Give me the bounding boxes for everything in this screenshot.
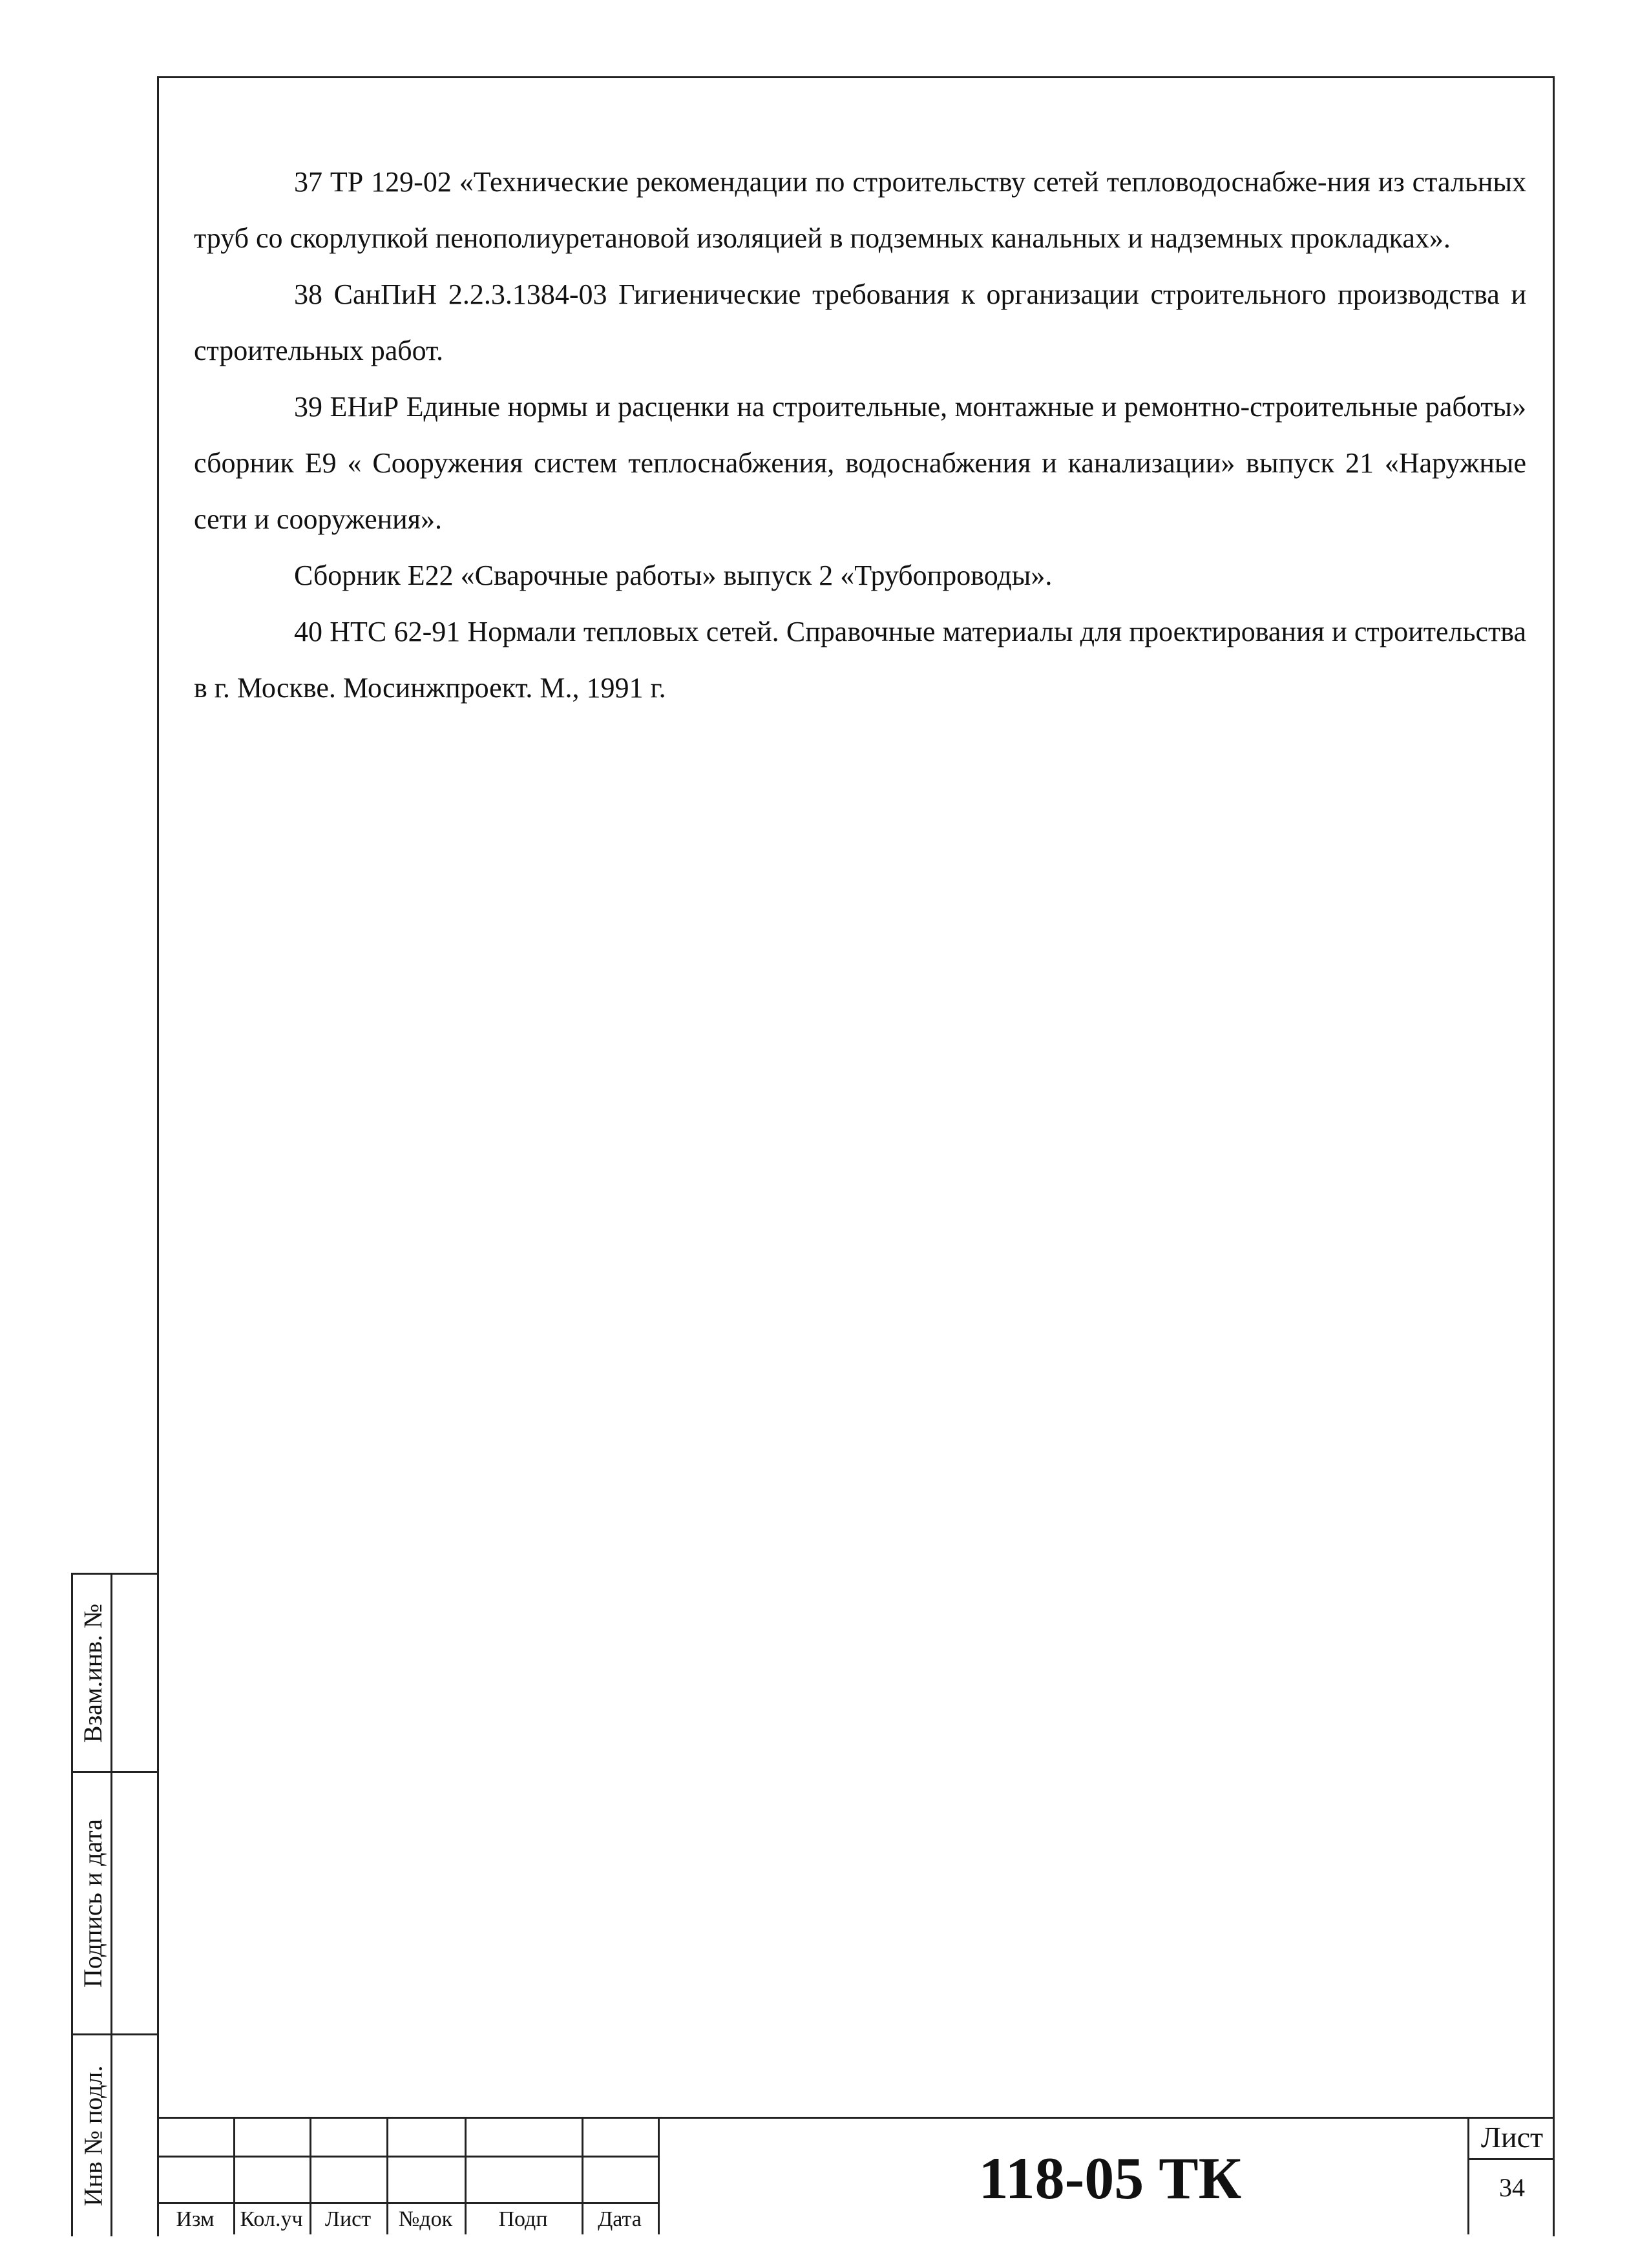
document-code: 118-05 ТК xyxy=(978,2145,1242,2211)
title-block xyxy=(157,2117,1553,2234)
revision-header: №док xyxy=(398,2207,453,2231)
sheet-number-box xyxy=(1467,2117,1555,2234)
revision-header: Лист xyxy=(324,2207,372,2231)
sheet-label: Лист xyxy=(1469,2117,1555,2160)
revision-header: Дата xyxy=(598,2207,642,2231)
reference-item: 37 ТР 129-02 «Технические рекомендации по строительству сетей тепловодоснабже-ния из стальных труб со скорлупкой пенополиуретановой изоляцией в подземных канальных и надземных прокладках». xyxy=(194,166,1526,254)
side-stamp-sign-date: Подпись и дата xyxy=(78,1818,108,1988)
revision-header: Изм xyxy=(176,2207,215,2231)
revision-table xyxy=(157,2117,658,2234)
revision-header: Подп xyxy=(498,2207,548,2231)
reference-item: Сборник Е22 «Сварочные работы» выпуск 2 «Трубопроводы». xyxy=(294,560,1053,591)
side-stamp-replace-inv: Взам.инв. № xyxy=(78,1603,108,1743)
references-list xyxy=(194,154,1526,716)
reference-item: 39 ЕНиР Единые нормы и расценки на строительные, монтажные и ремонтно-строительные работы» сборник Е9 « Сооружения систем теплоснабжения, водоснабжения и канализации» выпуск 21 «Наружные сети и сооружения». xyxy=(194,391,1526,535)
side-stamp-inv-orig: Инв № подл. xyxy=(78,2065,108,2207)
reference-item: 38 СанПиН 2.2.3.1384-03 Гигиенические требования к организации строительного производства и строительных работ. xyxy=(194,278,1526,366)
revision-header: Кол.уч xyxy=(240,2207,303,2231)
sheet-number: 34 xyxy=(1499,2173,1525,2202)
reference-item: 40 НТС 62-91 Нормали тепловых сетей. Справочные материалы для проектирования и строительства в г. Москве. Мосинжпроект. М., 1991 г. xyxy=(194,616,1526,704)
side-stamp xyxy=(71,1573,159,2236)
